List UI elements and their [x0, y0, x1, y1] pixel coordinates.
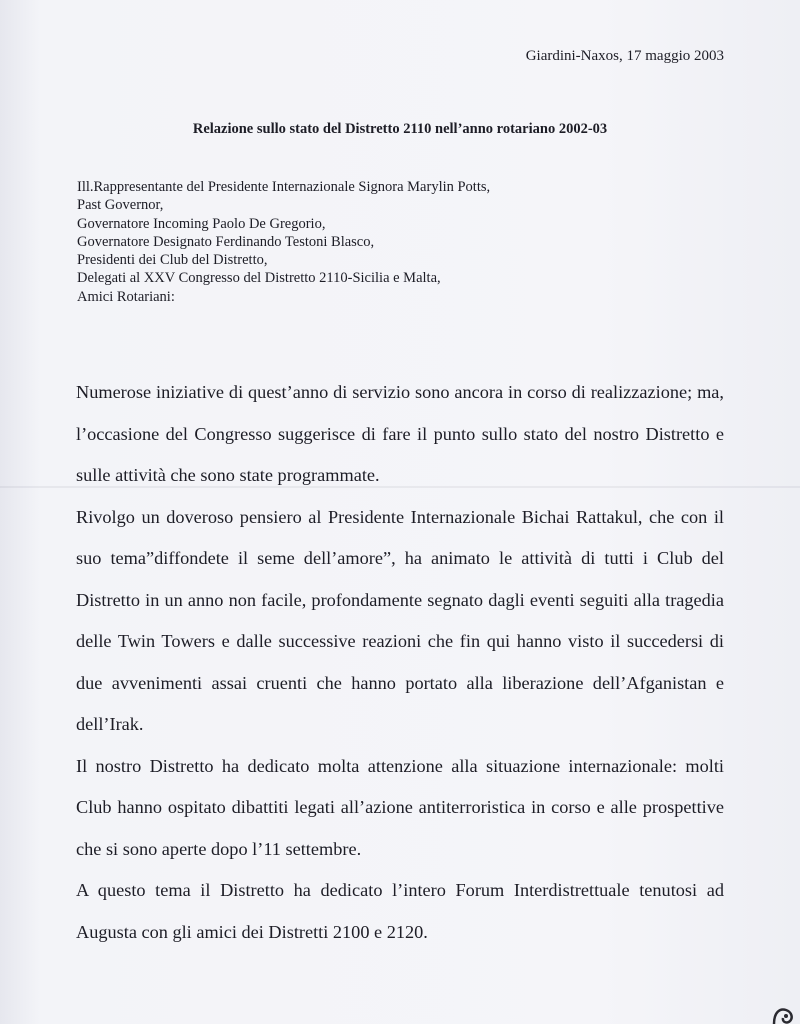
- addressee-line: Delegati al XXV Congresso del Distretto 2110-Sicilia e Malta,: [77, 270, 441, 287]
- addressee-line: Governatore Designato Ferdinando Testoni Blasco,: [77, 233, 375, 250]
- document-title: Relazione sullo stato del Distretto 2110 nell’anno rotariano 2002-03: [192, 121, 608, 137]
- addressee-line: Ill.Rappresentante del Presidente Internazionale Signora Marylin Potts,: [77, 179, 491, 195]
- addressee-line: Amici Rotariani:: [77, 288, 175, 305]
- addressee-list: [77, 178, 490, 306]
- paragraph: Rivolgo un doveroso pensiero al Presidente Internazionale Bichai Rattakul, che con il suo tema”diffondete il seme dell’amore”, ha animato le attività di tutti i Club del Distretto in un anno non facile, profondamente segnato dagli eventi seguiti alla tragedia delle Twin Towers e dalle successive reazioni che fin qui hanno visto il succedersi di due avvenimenti assai cruenti che hanno portato alla liberazione dell’Afganistan e dell’Irak.: [76, 506, 724, 734]
- document-body: [76, 372, 724, 953]
- date-line: Giardini-Naxos, 17 maggio 2003: [525, 48, 724, 64]
- addressee-line: Presidenti dei Club del Distretto,: [77, 252, 268, 269]
- addressee-line: Past Governor,: [77, 197, 164, 214]
- addressee-line: Governatore Incoming Paolo De Gregorio,: [77, 215, 326, 232]
- paragraph: A questo tema il Distretto ha dedicato l’intero Forum Interdistrettuale tenutosi ad Augusta con gli amici dei Distretti 2100 e 2120.: [76, 880, 724, 942]
- paragraph: Numerose iniziative di quest’anno di servizio sono ancora in corso di realizzazione; ma, l’occasione del Congresso suggerisce di fare il punto sullo stato del nostro Distretto e sulle attività che sono state programmate.: [76, 382, 724, 485]
- paragraph: Il nostro Distretto ha dedicato molta attenzione alla situazione internazionale: molti Club hanno ospitato dibattiti legati all’azione antiterroristica in corso e alle prospettive che si sono aperte dopo l’11 settembre.: [76, 755, 724, 859]
- scanner-corner-mark-icon: [766, 1002, 800, 1024]
